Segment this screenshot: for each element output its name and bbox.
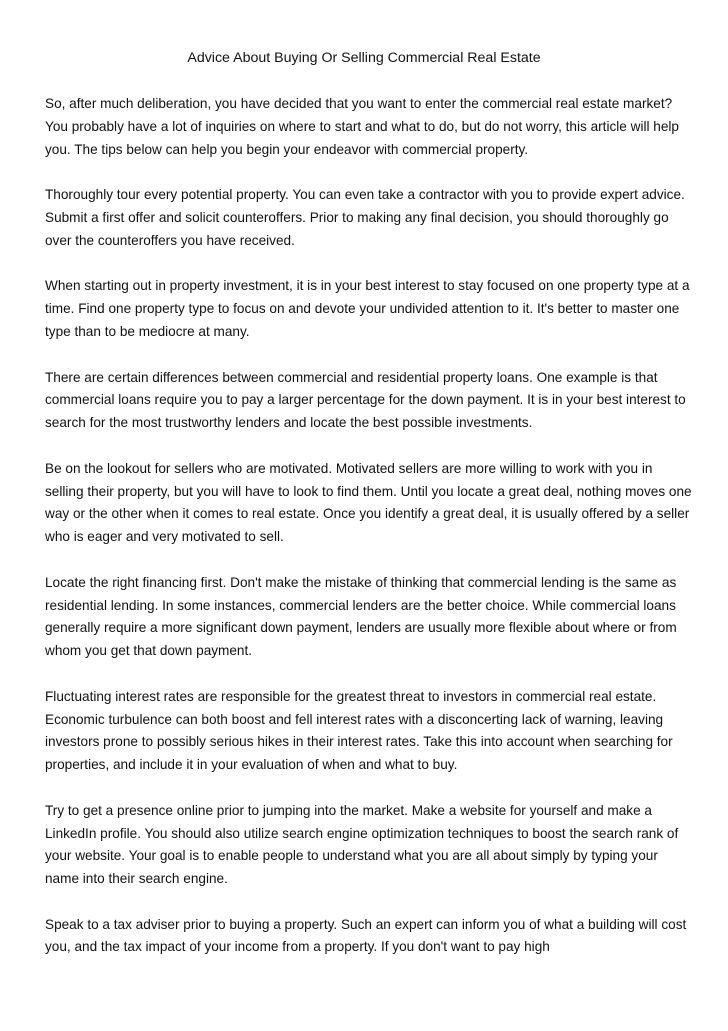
paragraph-8: Try to get a presence online prior to jumping into the market. Make a website for yourself and make a LinkedIn profile. You should also utilize search engine optimization techniques to boost the search rank of your website. Your goal is to enable people to understand what you are all about simply by typing your name into their search engine.: [45, 802, 679, 887]
paragraph-1: So, after much deliberation, you have decided that you want to enter the commercial real estate market? You probably have a lot of inquiries on where to start and what to do, but do not worry, this article will help you. The tips below can help you begin your endeavor with commercial property.: [45, 96, 679, 157]
paragraph-7: Fluctuating interest rates are responsible for the greatest threat to investors in commercial real estate. Economic turbulence can both boost and fell interest rates with a disconcerting lack of warning, leaving investors prone to possibly serious hikes in their interest rates. Take this into account when searching for properties, and include it in your evaluation of when and what to buy.: [45, 688, 673, 773]
page-title: Advice About Buying Or Selling Commercial Real Estate: [187, 50, 541, 66]
paragraph-9: Speak to a tax adviser prior to buying a property. Such an expert can inform you of what a building will cost you, and the tax impact of your income from a property. If you don't want to pay high: [45, 916, 687, 955]
paragraph-4: There are certain differences between commercial and residential property loans. One example is that commercial loans require you to pay a larger percentage for the down payment. It is in your best interest to search for the most trustworthy lenders and locate the best possible investments.: [45, 369, 686, 431]
paragraph-2: Thoroughly tour every potential property. You can even take a contractor with you to provide expert advice. Submit a first offer and solicit counteroffers. Prior to making any final decision, you should thoroughly go over the counteroffers you have received.: [45, 187, 685, 248]
paragraph-5: Be on the lookout for sellers who are motivated. Motivated sellers are more willing to work with you in selling their property, but you will have to look to find them. Until you locate a great deal, nothing moves one way or the other when it comes to real estate. Once you identify a great deal, it is usually offered by a seller who is eager and very motivated to sell.: [45, 460, 692, 545]
paragraph-6: Locate the right financing first. Don't make the mistake of thinking that commercial lending is the same as residential lending. In some instances, commercial lenders are the better choice. While commercial loans generally require a more significant down payment, lenders are usually more flexible about where or from whom you get that down payment.: [45, 574, 677, 659]
article-body: [45, 93, 693, 982]
paragraph-3: When starting out in property investment, it is in your best interest to stay focused on one property type at a time. Find one property type to focus on and devote your undivided attention to it. It's better to master one type than to be mediocre at many.: [45, 278, 690, 339]
